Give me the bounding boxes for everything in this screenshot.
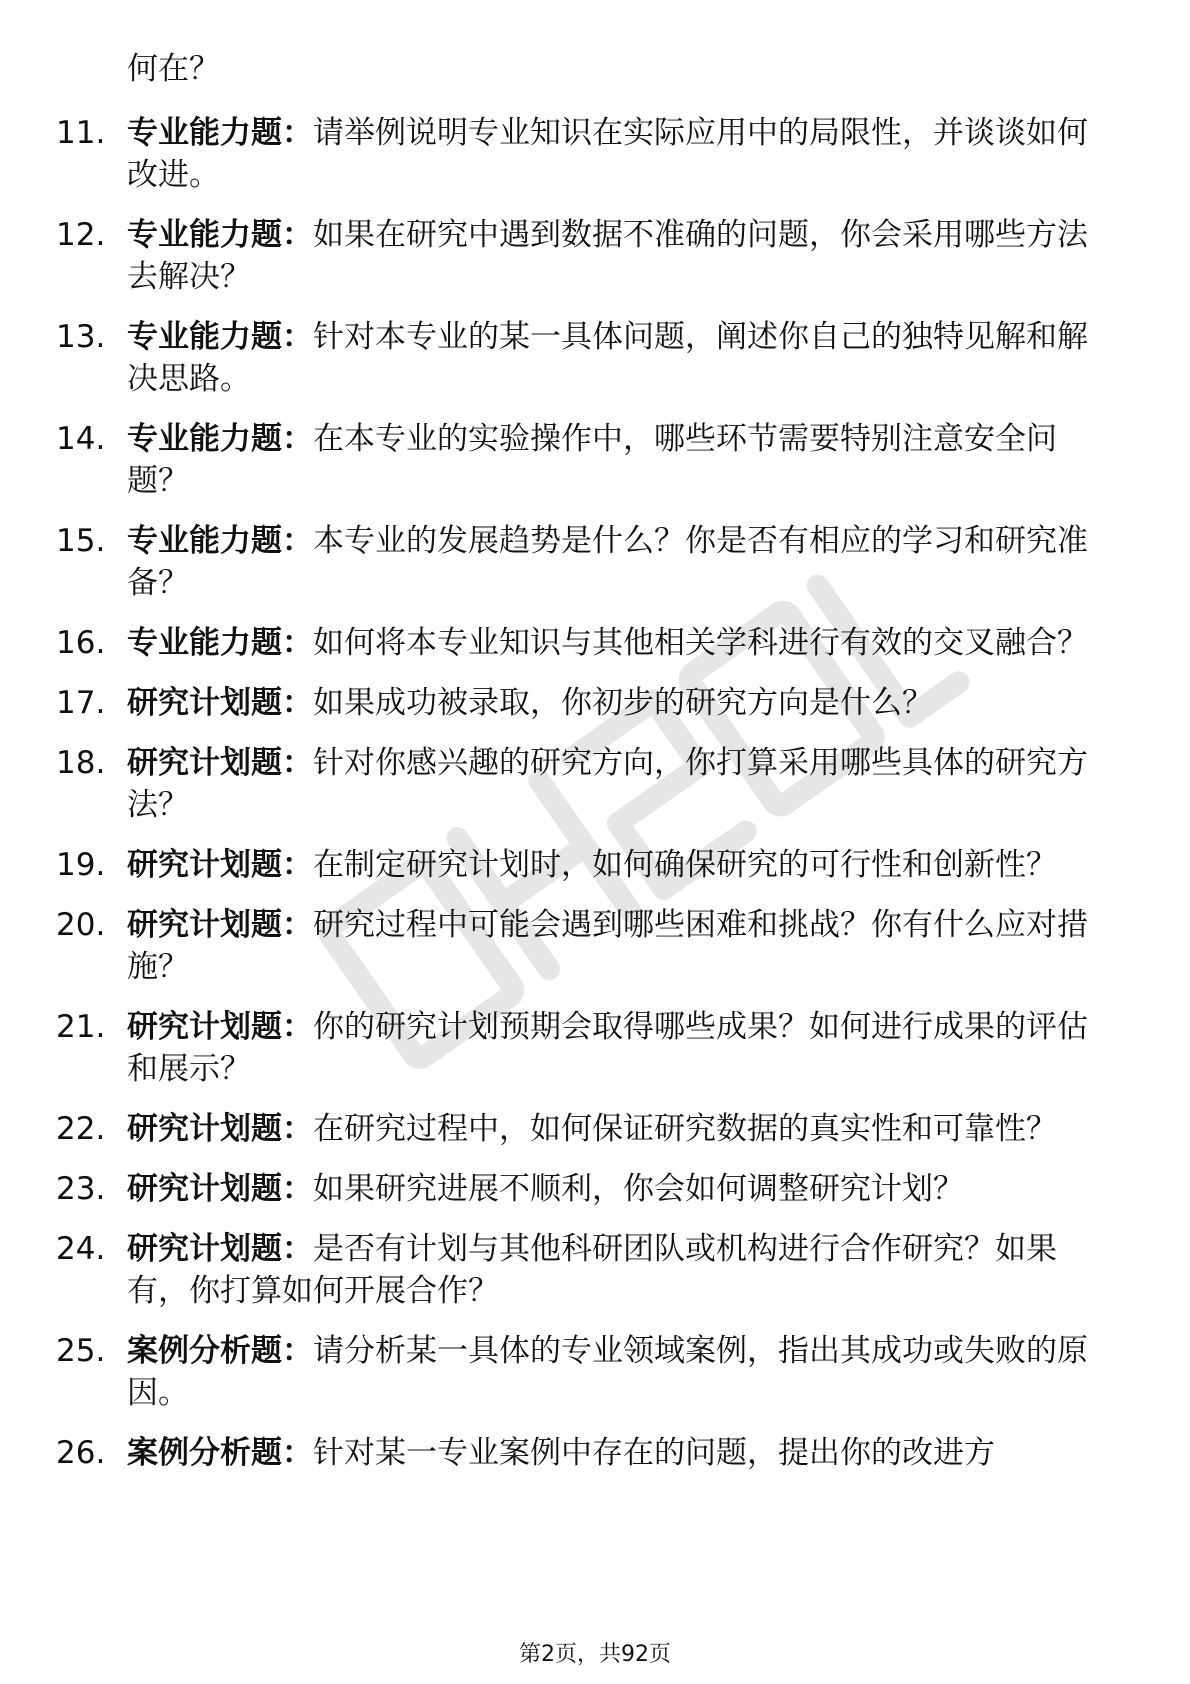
- continuation-text: 何在？: [127, 51, 220, 87]
- question-body: [127, 682, 1117, 724]
- question-body: [127, 112, 1117, 196]
- question-item: [0, 112, 1190, 196]
- question-category: 研究计划题：: [127, 685, 313, 721]
- question-item: [0, 1108, 1190, 1150]
- question-category: 研究计划题：: [127, 847, 313, 883]
- question-number: 13.: [56, 319, 106, 355]
- question-category: 研究计划题：: [127, 1171, 313, 1207]
- question-text: 在制定研究计划时，如何确保研究的可行性和创新性？: [313, 847, 1057, 883]
- question-number: 11.: [56, 115, 106, 151]
- question-category: 研究计划题：: [127, 907, 313, 943]
- question-body: [127, 1108, 1117, 1150]
- question-number: 14.: [56, 421, 106, 457]
- question-category: 专业能力题：: [127, 115, 313, 151]
- question-item: [0, 682, 1190, 724]
- question-number: 21.: [56, 1009, 106, 1045]
- question-category: 研究计划题：: [127, 745, 313, 781]
- question-number: 17.: [56, 685, 106, 721]
- question-body: [127, 520, 1117, 604]
- question-text: 本专业的发展趋势是什么？你是否有相应的学习和研究准备？: [127, 523, 1088, 601]
- question-number: 23.: [56, 1171, 106, 1207]
- question-text: 是否有计划与其他科研团队或机构进行合作研究？如果有，你打算如何开展合作？: [127, 1231, 1057, 1309]
- question-body: [127, 418, 1117, 502]
- question-text: 请分析某一具体的专业领域案例，指出其成功或失败的原因。: [127, 1333, 1088, 1411]
- question-text: 针对某一专业案例中存在的问题，提出你的改进方: [313, 1435, 995, 1471]
- question-text: 如果研究进展不顺利，你会如何调整研究计划？: [313, 1171, 964, 1207]
- question-item: [0, 742, 1190, 826]
- question-item: [0, 1006, 1190, 1090]
- question-item: [0, 1432, 1190, 1474]
- question-number: 20.: [56, 907, 106, 943]
- question-text: 在本专业的实验操作中，哪些环节需要特别注意安全问题？: [127, 421, 1057, 499]
- question-number: 22.: [56, 1111, 106, 1147]
- question-category: 专业能力题：: [127, 421, 313, 457]
- question-body: [127, 742, 1117, 826]
- question-category: 专业能力题：: [127, 523, 313, 559]
- question-item: [0, 418, 1190, 502]
- question-text: 研究过程中可能会遇到哪些困难和挑战？你有什么应对措施？: [127, 907, 1088, 985]
- question-category: 案例分析题：: [127, 1435, 313, 1471]
- question-number: 18.: [56, 745, 106, 781]
- question-category: 专业能力题：: [127, 319, 313, 355]
- question-text: 在研究过程中，如何保证研究数据的真实性和可靠性？: [313, 1111, 1057, 1147]
- question-body: [127, 316, 1117, 400]
- question-body: [127, 1168, 1117, 1210]
- question-body: [127, 844, 1117, 886]
- question-category: 研究计划题：: [127, 1231, 313, 1267]
- question-body: [127, 1006, 1117, 1090]
- question-body: [127, 1432, 1117, 1474]
- question-body: [127, 1228, 1117, 1312]
- question-text: 如何将本专业知识与其他相关学科进行有效的交叉融合？: [313, 625, 1088, 661]
- question-category: 案例分析题：: [127, 1333, 313, 1369]
- question-item: [0, 520, 1190, 604]
- question-body: [127, 622, 1117, 664]
- question-text: 如果成功被录取，你初步的研究方向是什么？: [313, 685, 933, 721]
- question-item: [0, 1168, 1190, 1210]
- question-body: [127, 1330, 1117, 1414]
- question-item: [0, 904, 1190, 988]
- question-item: [0, 214, 1190, 298]
- question-number: 24.: [56, 1231, 106, 1267]
- question-number: 15.: [56, 523, 106, 559]
- question-category: 研究计划题：: [127, 1111, 313, 1147]
- question-text: 请举例说明专业知识在实际应用中的局限性，并谈谈如何改进。: [127, 115, 1088, 193]
- question-number: 25.: [56, 1333, 106, 1369]
- question-body: [127, 904, 1117, 988]
- question-body: [127, 214, 1117, 298]
- question-item: [0, 844, 1190, 886]
- question-text: 针对本专业的某一具体问题，阐述你自己的独特见解和解决思路。: [127, 319, 1088, 397]
- question-text: 针对你感兴趣的研究方向，你打算采用哪些具体的研究方法？: [127, 745, 1088, 823]
- question-list: [0, 112, 1190, 1492]
- question-number: 19.: [56, 847, 106, 883]
- question-text: 你的研究计划预期会取得哪些成果？如何进行成果的评估和展示？: [127, 1009, 1088, 1087]
- question-number: 16.: [56, 625, 106, 661]
- question-item: [0, 622, 1190, 664]
- question-category: 专业能力题：: [127, 217, 313, 253]
- question-item: [0, 1228, 1190, 1312]
- question-category: 研究计划题：: [127, 1009, 313, 1045]
- question-number: 26.: [56, 1435, 106, 1471]
- question-item: [0, 1330, 1190, 1414]
- page-footer: 第2页，共92页: [519, 1642, 671, 1667]
- question-category: 专业能力题：: [127, 625, 313, 661]
- question-item: [0, 316, 1190, 400]
- question-text: 如果在研究中遇到数据不准确的问题，你会采用哪些方法去解决？: [127, 217, 1088, 295]
- question-number: 12.: [56, 217, 106, 253]
